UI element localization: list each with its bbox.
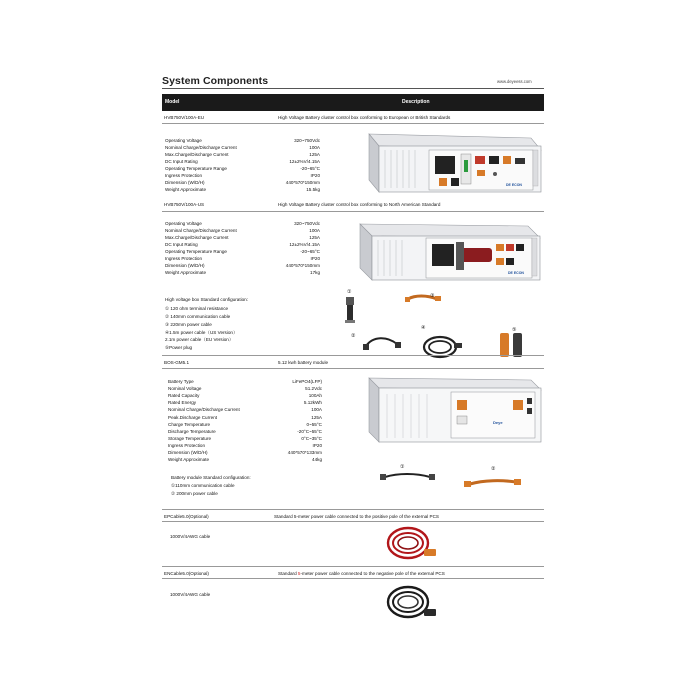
spec-label: Dimension (W/D/H) bbox=[165, 180, 205, 185]
power-cable-200mm-image bbox=[464, 474, 522, 490]
table-header bbox=[162, 94, 544, 111]
config-item: ① 120 ohm terminal resistance bbox=[165, 306, 229, 311]
spec-label: Ingress Protection bbox=[165, 256, 203, 261]
spec-value: IP20 bbox=[310, 256, 320, 261]
comm-cable-140mm-image bbox=[363, 330, 403, 352]
brand-label-us: DE ECON bbox=[508, 271, 524, 275]
spec-label: Weight Approximate bbox=[168, 457, 210, 463]
spec-value: -20~65°C bbox=[300, 166, 320, 171]
spec-label: Ingress Protection bbox=[165, 173, 203, 178]
callout-3: ③ bbox=[430, 293, 435, 299]
page-title: System Components bbox=[162, 75, 269, 87]
spec-value: 125A bbox=[309, 152, 320, 157]
spec-value: 15.5kg bbox=[306, 187, 320, 192]
spec-value: 0°C~35°C bbox=[301, 435, 322, 441]
row-divider bbox=[162, 123, 544, 124]
power-cable-220mm-image bbox=[405, 291, 445, 305]
spec-label: Weight Approximate bbox=[165, 270, 207, 275]
website-url: www.deyeess.com bbox=[497, 79, 532, 84]
spec-value: 100A bbox=[311, 407, 322, 413]
spec-value: 100A bbox=[309, 145, 320, 150]
spec-label: Operating Voltage bbox=[165, 138, 202, 143]
spec-label: Rated Energy bbox=[168, 400, 197, 406]
module-brand-label: Deye bbox=[493, 420, 503, 425]
spec-value: 320~750Vdc bbox=[294, 221, 320, 226]
spec-label: Battery Type bbox=[168, 379, 194, 384]
negative-cable-image bbox=[384, 582, 440, 622]
description-text: Standard bbox=[278, 571, 298, 576]
comm-cable-110mm-image bbox=[380, 470, 436, 484]
spec-label: Max.Charge/Discharge Current bbox=[165, 235, 229, 240]
config-item: 2.1m power cable（EU Version） bbox=[165, 337, 234, 342]
config-item: ④1.5m power cable（US Version） bbox=[165, 330, 238, 335]
header-description: Description bbox=[402, 99, 430, 105]
model-name: HVB750V/100A-EU bbox=[164, 115, 205, 120]
callout-1: ① bbox=[400, 464, 405, 470]
description-text: -meter power cable connected to the negative pole of the external PCS bbox=[300, 571, 445, 576]
callout-4: ④ bbox=[421, 325, 426, 331]
row-divider bbox=[162, 578, 544, 579]
header-model: Model bbox=[165, 99, 180, 105]
row-divider bbox=[162, 509, 544, 510]
spec-value: 440*570*133mm bbox=[287, 450, 322, 455]
brand-label-eu: DE ECON bbox=[506, 183, 522, 187]
model-description: High Voltage Battery cluster control box conforming to North American Standard bbox=[278, 202, 441, 207]
cable-spec: 1000V/4AWG cable bbox=[170, 592, 211, 597]
spec-label: Ingress Protection bbox=[168, 442, 206, 448]
row-divider bbox=[162, 368, 544, 369]
positive-cable-image bbox=[384, 523, 440, 563]
spec-label: Charge Temperature bbox=[168, 421, 211, 427]
config-item: ①110mm communication cable bbox=[171, 483, 235, 488]
config-item: ⑤Power plug bbox=[165, 345, 193, 350]
spec-value: IP20 bbox=[310, 173, 320, 178]
highlighted-number: 5 bbox=[297, 571, 301, 576]
spec-value: 100Ah bbox=[308, 393, 322, 399]
model-name: ENCable5.0(Optional) bbox=[164, 571, 209, 576]
cable-spec: 1000V/4AWG cable bbox=[170, 534, 211, 539]
row-divider bbox=[162, 355, 544, 356]
spec-label: Operating Temperature Range bbox=[165, 166, 227, 171]
model-name: EPCable5.0(Optional) bbox=[164, 514, 209, 519]
model-name: BOS-GM5.1 bbox=[164, 360, 190, 365]
spec-value: 125A bbox=[309, 235, 320, 240]
spec-label: Rated Capacity bbox=[168, 393, 200, 399]
config-item: ② 140mm communication cable bbox=[165, 314, 231, 319]
spec-value: IP20 bbox=[312, 442, 322, 448]
breaker-handle bbox=[460, 248, 492, 262]
spec-label: Dimension (W/D/H) bbox=[168, 450, 208, 455]
spec-value: 12±2%V/4.15A bbox=[289, 242, 320, 247]
spec-value: 125A bbox=[311, 414, 322, 420]
spec-value: 320~750Vdc bbox=[294, 138, 320, 143]
spec-value: -20~65°C bbox=[300, 249, 320, 254]
control-box-eu-image bbox=[365, 132, 545, 197]
title-underline bbox=[162, 88, 544, 89]
spec-label: Max.Charge/Discharge Current bbox=[165, 152, 229, 157]
lcd-screen bbox=[435, 156, 455, 174]
spec-label: Nominal Charge/Discharge Current bbox=[168, 407, 240, 413]
spec-value: -20°C~55°C bbox=[297, 428, 322, 434]
spec-label: Operating Temperature Range bbox=[165, 249, 227, 254]
spec-value: 12±2%V/4.15A bbox=[289, 159, 320, 164]
spec-label: Nominal Charge/Discharge Current bbox=[165, 145, 237, 150]
control-box-us-image bbox=[356, 222, 546, 287]
row-divider bbox=[162, 521, 544, 522]
callout-2: ② bbox=[351, 333, 356, 339]
config-item: ③ 220mm power cable bbox=[165, 322, 212, 327]
model-description: 5.12 kwh battery module bbox=[278, 360, 329, 365]
spec-value: 5.12kWh bbox=[303, 400, 322, 406]
battery-module-image bbox=[365, 376, 545, 446]
spec-value: LiFePO4(LFP) bbox=[292, 379, 322, 384]
lcd-screen bbox=[432, 244, 454, 266]
spec-label: Discharge Temperature bbox=[168, 428, 216, 434]
spec-label: DC Input Rating bbox=[165, 159, 198, 164]
model-name: HVB750V/100A-US bbox=[164, 202, 205, 207]
model-description: Standard 5-meter power cable connected to the positive pole of the external PCS bbox=[274, 514, 439, 519]
spec-value: 17kg bbox=[310, 270, 320, 275]
spec-label: Weight Approximate bbox=[165, 187, 207, 192]
spec-label: Peak.Discharge Current bbox=[168, 414, 218, 420]
power-cable-1-5m-image bbox=[420, 333, 466, 361]
callout-5: ⑤ bbox=[512, 327, 517, 333]
terminal-resistor-image bbox=[343, 296, 357, 324]
spec-value: 440*570*150mm bbox=[285, 180, 320, 185]
spec-label: Operating Voltage bbox=[165, 221, 202, 226]
config-title: High voltage box Standard configuration: bbox=[165, 297, 248, 302]
spec-value: 0~55°C bbox=[306, 421, 322, 427]
model-description bbox=[278, 570, 445, 577]
config-item: ② 200mm power cable bbox=[171, 491, 218, 496]
spec-label: Dimension (W/D/H) bbox=[165, 263, 205, 268]
model-description: High Voltage Battery cluster control box conforming to European or British Standards bbox=[278, 115, 451, 120]
callout-2: ② bbox=[491, 466, 496, 472]
spec-label: Nominal Voltage bbox=[168, 386, 202, 392]
spec-value: 44kg bbox=[312, 457, 322, 463]
spec-value: 51.2Vdc bbox=[305, 386, 322, 392]
spec-value: 440*570*150mm bbox=[285, 263, 320, 268]
callout-1: ① bbox=[347, 289, 352, 295]
row-divider bbox=[162, 211, 544, 212]
spec-label: Nominal Charge/Discharge Current bbox=[165, 228, 237, 233]
spec-value: 100A bbox=[309, 228, 320, 233]
spec-label: Storage Temperature bbox=[168, 435, 212, 441]
config-title: Battery module Standard configuration: bbox=[171, 475, 251, 480]
spec-label: DC Input Rating bbox=[165, 242, 198, 247]
row-divider bbox=[162, 566, 544, 567]
